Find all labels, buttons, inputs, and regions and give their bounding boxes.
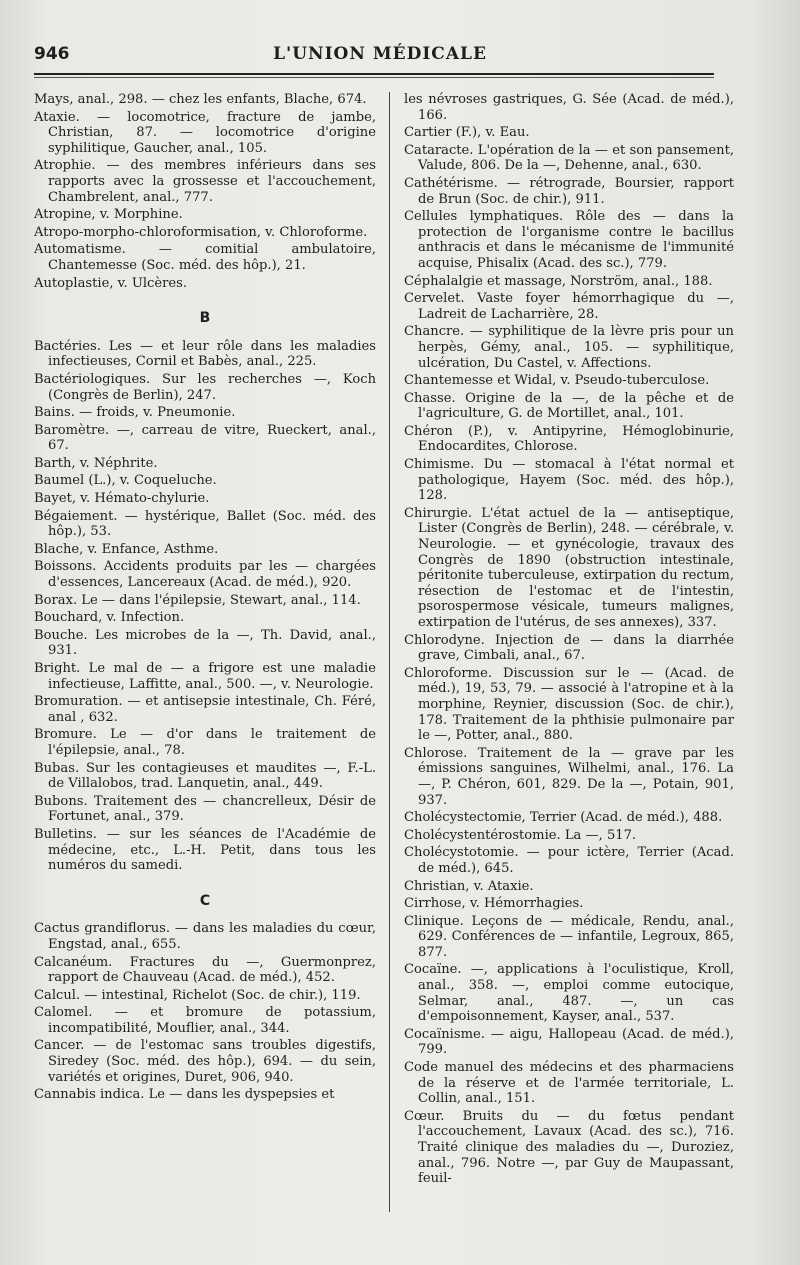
index-entry: Baumel (L.), v. Coqueluche.	[34, 473, 217, 489]
index-entry: Atropine, v. Morphine.	[34, 207, 183, 223]
index-entry: Mays, anal., 298. — chez les enfants, Blache, 674.	[34, 92, 367, 107]
section-letter-c: C	[199, 892, 211, 909]
index-entry: Christian, v. Ataxie.	[404, 878, 534, 894]
index-entry: Céphalalgie et massage, Norström, anal., 188.	[404, 273, 713, 289]
index-entry: Cholécystectomie, Terrier (Acad. de méd.), 488.	[404, 810, 723, 826]
index-entry: Cactus grandiflorus. — dans les maladies du cœur, Engstad, anal., 655.	[34, 921, 376, 952]
index-entry: Bégaiement. — hystérique, Ballet (Soc. méd. des hôp.), 53.	[34, 508, 376, 540]
index-entry: Cathétérisme. — rétrograde, Boursier, rapport de Brun (Soc. de chir.), 911.	[404, 175, 734, 207]
index-entry: Cellules lymphatiques. Rôle des — dans la protection de l'organisme contre le bacillus anthracis et dans le mécanisme de l'immunité acquise, Phisalix (Acad. des sc.), 779.	[404, 209, 734, 271]
left-column	[34, 92, 376, 1105]
index-entry: Calcanéum. Fractures du —, Guermonprez, rapport de Chauveau (Acad. de méd.), 452.	[34, 954, 376, 986]
index-entry: Bromuration. — et antisepsie intestinale, Ch. Féré, anal , 632.	[34, 694, 376, 725]
index-entry: Cœur. Bruits du — du fœtus pendant l'accouchement, Lavaux (Acad. des sc.), 716. Traité clinique des maladies du —, Duroziez, anal., 796. Notre —, par Guy de Maupassant, feuil-	[404, 1108, 734, 1187]
index-entry: Chirurgie. L'état actuel de la — antiseptique, Lister (Congrès de Berlin), 248. — cérébrale, v. Neurologie. — et gynécologie, travaux des Congrès de 1890 (obstruction intestinale, péritonite tuberculeuse, extirpation du rectum, résection de l'estomac et de l'intestin, psorospermose vésicale, tumeurs malignes, extirpation de l'utérus, de ses annexes), 337.	[404, 505, 734, 630]
index-entry: Calomel. — et bromure de potassium, incompatibilité, Mouflier, anal., 344.	[34, 1005, 376, 1036]
index-entry: Autoplastie, v. Ulcères.	[34, 275, 188, 291]
index-entry: Calcul. — intestinal, Richelot (Soc. de chir.), 119.	[34, 987, 361, 1003]
index-entry: Bouchard, v. Infection.	[34, 610, 185, 626]
index-entry: Cancer. — de l'estomac sans troubles digestifs, Siredey (Soc. méd. des hôp.), 694. — du sein, variétés et origines, Duret, 906, 940.	[34, 1038, 376, 1085]
index-entry: Bains. — froids, v. Pneumonie.	[34, 405, 236, 421]
index-entry: Automatisme. — comitial ambulatoire, Chantemesse (Soc. méd. des hôp.), 21.	[34, 242, 376, 273]
index-entry: Chasse. Origine de la —, de la pêche et de l'agriculture, G. de Mortillet, anal., 101.	[404, 390, 734, 422]
index-entry: Bubas. Sur les contagieuses et maudites —, F.-L. de Villalobos, trad. Lanquetin, anal., 449.	[34, 760, 376, 792]
index-entry: Chimisme. Du — stomacal à l'état normal et pathologique, Hayem (Soc. méd. des hôp.), 128.	[404, 457, 734, 504]
index-entry: Chlorodyne. Injection de — dans la diarrhée grave, Cimbali, anal., 67.	[404, 632, 734, 664]
index-entry: Bright. Le mal de — a frigore est une maladie infectieuse, Laffitte, anal., 500. —, v. Neurologie.	[34, 661, 376, 692]
section-letter-b: B	[199, 310, 211, 327]
index-entry: Chancre. — syphilitique de la lèvre pris pour un herpès, Gémy, anal., 105. — syphilitique, ulcération, Du Castel, v. Affections.	[404, 324, 734, 371]
page-header	[32, 44, 728, 70]
index-entry: Cataracte. L'opération de la — et son pansement, Valude, 806. De la —, Dehenne, anal., 630.	[404, 142, 734, 174]
index-entry: Chantemesse et Widal, v. Pseudo-tuberculose.	[404, 373, 710, 389]
index-entry: Clinique. Leçons de — médicale, Rendu, anal., 629. Conférences de — infantile, Legroux, 865, 877.	[404, 913, 734, 960]
index-entry: Cartier (F.), v. Eau.	[404, 125, 530, 141]
running-title: L'UNION MÉDICALE	[273, 44, 487, 64]
index-entry: Chéron (P.), v. Antipyrine, Hémoglobinurie, Endocardites, Chlorose.	[404, 423, 734, 455]
index-entry: Blache, v. Enfance, Asthme.	[34, 541, 219, 557]
index-entry: les névroses gastriques, G. Sée (Acad. de méd.), 166.	[404, 92, 734, 123]
index-entry: Barth, v. Néphrite.	[34, 455, 158, 471]
index-entry: Code manuel des médecins et des pharmaciens de la réserve et de l'armée territoriale, L. Collin, anal., 151.	[404, 1060, 734, 1107]
index-entry: Bulletins. — sur les séances de l'Académie de médecine, etc., L.-H. Petit, dans tous les numéros du samedi.	[34, 826, 376, 874]
index-entry: Cholécystotomie. — pour ictère, Terrier (Acad. de méd.), 645.	[404, 845, 734, 876]
index-entry: Bayet, v. Hémato-chylurie.	[34, 491, 210, 507]
index-entry: Boissons. Accidents produits par les — chargées d'essences, Lancereaux (Acad. de méd.), 920.	[34, 559, 376, 591]
index-entry: Ataxie. — locomotrice, fracture de jambe, Christian, 87. — locomotrice d'origine syphilitique, Gaucher, anal., 105.	[34, 109, 376, 156]
header-rule	[34, 73, 714, 75]
column-divider	[389, 92, 390, 1212]
index-entry: Bubons. Traitement des — chancrelleux, Désir de Fortunet, anal., 379.	[34, 793, 376, 825]
page-number: 946	[34, 44, 70, 64]
index-entry: Borax. Le — dans l'épilepsie, Stewart, anal., 114.	[34, 592, 361, 608]
index-entry: Cocaïne. —, applications à l'oculistique, Kroll, anal., 358. —, emploi comme eutocique, Selmar, anal., 487. —, un cas d'empoisonnement, Kayser, anal., 537.	[404, 962, 734, 1025]
index-entry: Bactéries. Les — et leur rôle dans les maladies infectieuses, Cornil et Babès, anal., 225.	[34, 338, 376, 370]
index-entry: Baromètre. —, carreau de vitre, Rueckert, anal., 67.	[34, 422, 376, 454]
index-entry: Cervelet. Vaste foyer hémorrhagique du —, Ladreit de Lacharrière, 28.	[404, 291, 734, 322]
index-entry: Cirrhose, v. Hémorrhagies.	[404, 896, 584, 912]
index-entry: Cocaïnisme. — aigu, Hallopeau (Acad. de méd.), 799.	[404, 1026, 734, 1058]
index-entry: Atropo-morpho-chloroformisation, v. Chloroforme.	[34, 224, 368, 240]
index-entry: Bactériologiques. Sur les recherches —, Koch (Congrès de Berlin), 247.	[34, 371, 376, 403]
index-entry: Chlorose. Traitement de la — grave par les émissions sanguines, Wilhelmi, anal., 176. La —, P. Chéron, 601, 829. De la —, Potain, 901, 937.	[404, 745, 734, 808]
index-entry: Cholécystentérostomie. La —, 517.	[404, 827, 637, 843]
header-rule-thin	[34, 77, 714, 78]
index-entry: Cannabis indica. Le — dans les dyspepsies et	[34, 1087, 335, 1103]
index-entry: Bromure. Le — d'or dans le traitement de l'épilepsie, anal., 78.	[34, 727, 376, 758]
index-entry: Chloroforme. Discussion sur le — (Acad. de méd.), 19, 53, 79. — associé à l'atropine et à la morphine, Reynier, discussion (Soc. de chir.), 178. Traitement de la phthisie pulmonaire par le —, Potter, anal., 880.	[404, 665, 734, 744]
index-entry: Bouche. Les microbes de la —, Th. David, anal., 931.	[34, 627, 376, 659]
index-entry: Atrophie. — des membres inférieurs dans ses rapports avec la grossesse et l'accouchement, Chambrelent, anal., 777.	[34, 158, 376, 205]
right-column	[404, 92, 734, 1189]
